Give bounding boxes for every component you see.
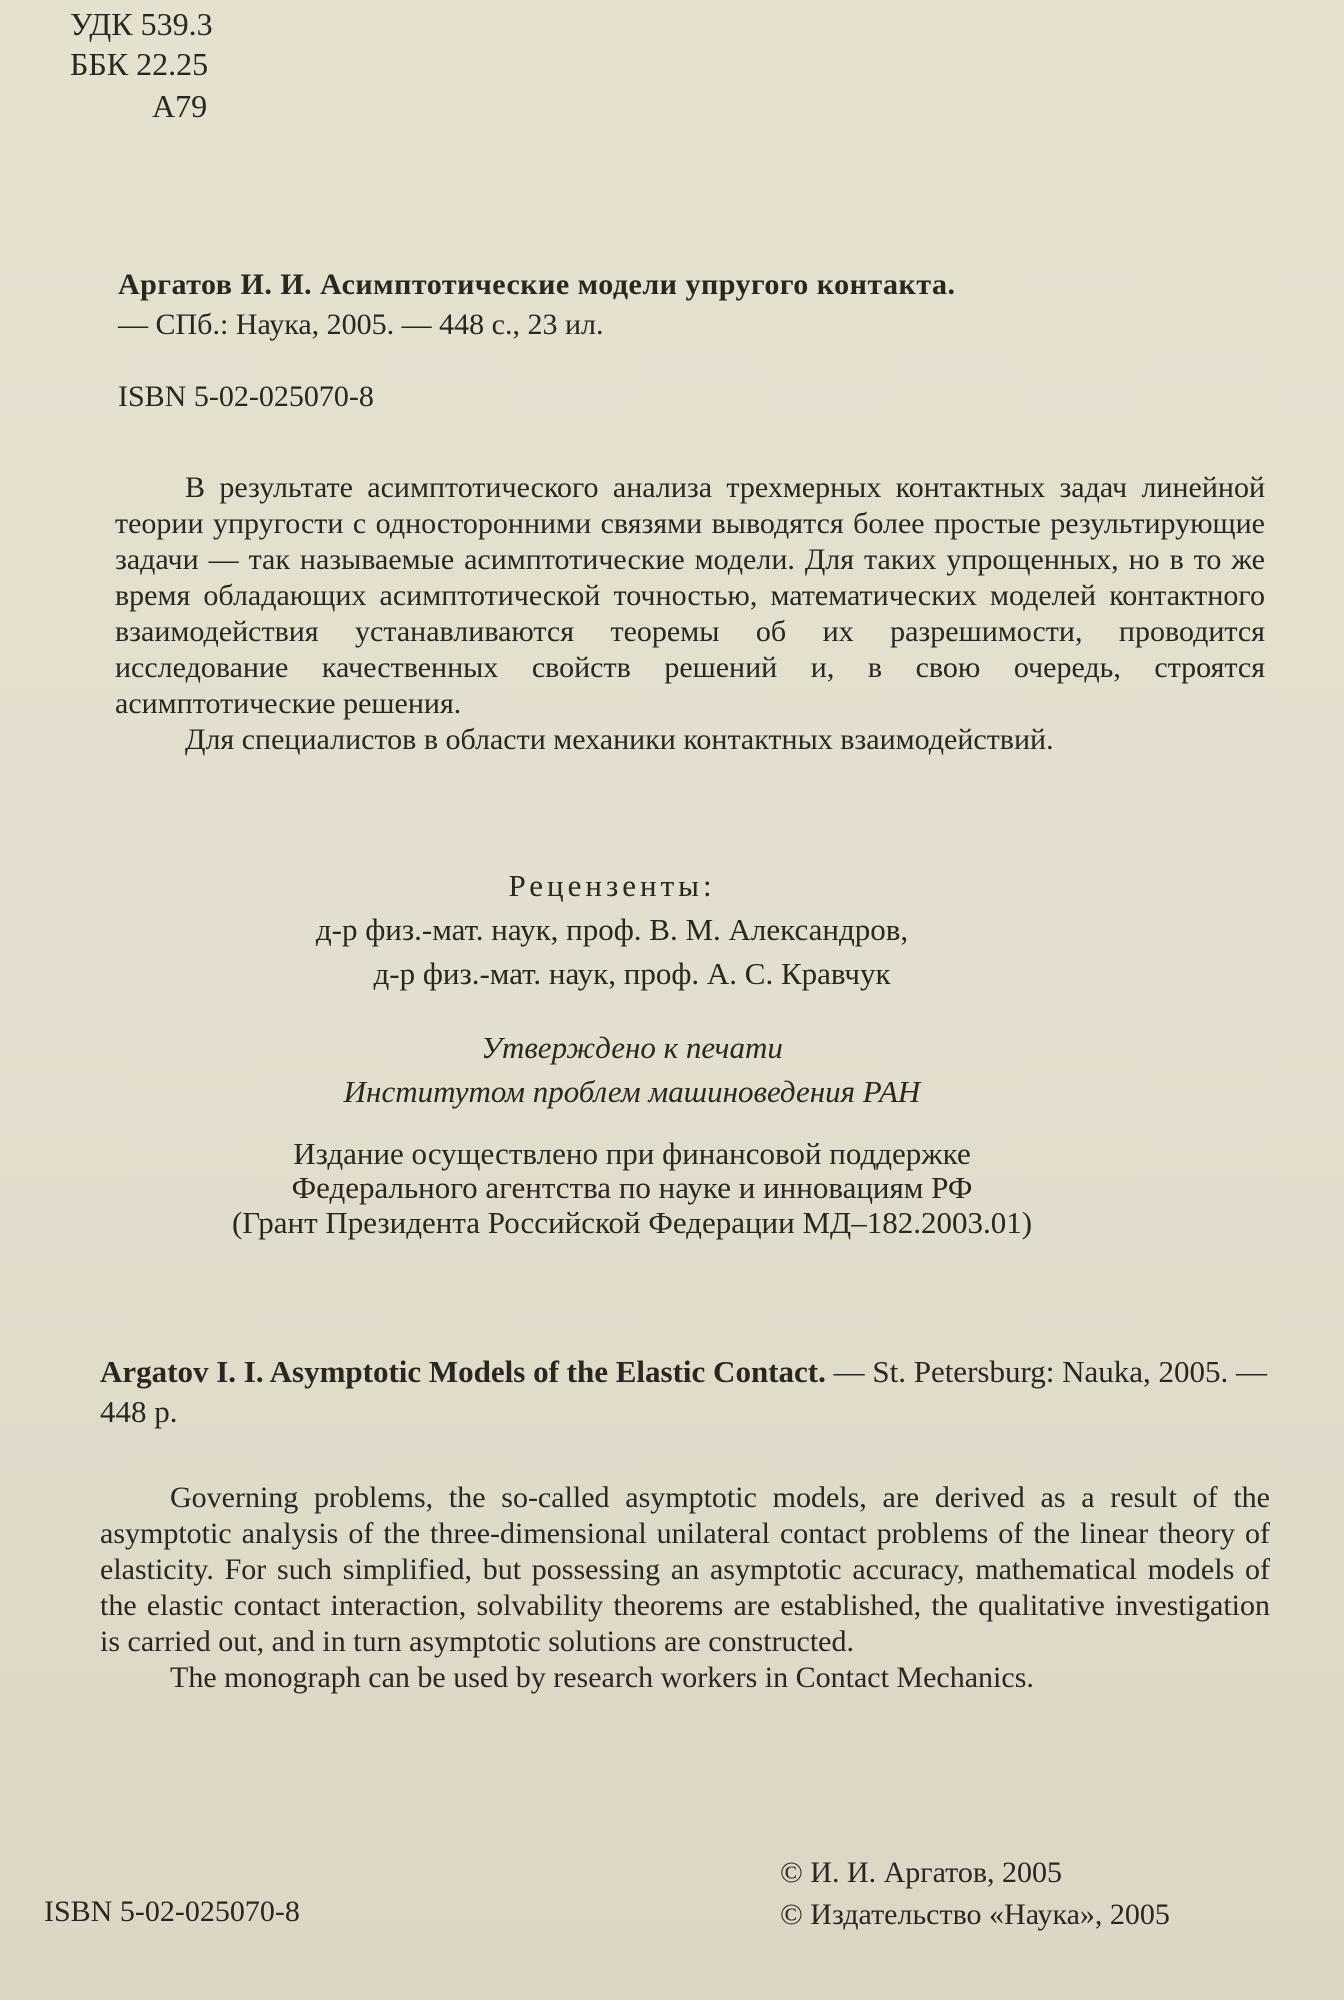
udk-code: УДК 539.3 — [70, 6, 213, 42]
ru-abstract-paragraph: В результате асимптотического анализа трехмерных контактных задач линейной теории упругости с односторонними связями выводятся более простые результирующие задачи — так называемые асимптотические модели. Для таких упрощенных, но в то же время обладающих асимптотической точностью, математических моделей контактного взаимодействия устанавливаются теоремы об их разрешимости, проводится исследование качественных свойств решений и, в свою очередь, строятся асимптотические решения. — [115, 471, 1265, 720]
en-abstract-audience: The monograph can be used by research workers in Contact Mechanics. — [170, 1661, 1034, 1694]
funding-line-3: (Грант Президента Российской Федерации МД–182.2003.01) — [231, 1205, 1033, 1240]
en-abstract-paragraph: Governing problems, the so-called asymptotic models, are derived as a result of the asymptotic analysis of the three-dimensional unilateral contact problems of the linear theory of elasticity. For such simplified, but possessing an asymptotic accuracy, mathematical models of the elastic contact interaction, solvability theorems are established, the qualitative investigation is carried out, and in turn asymptotic solutions are constructed. — [100, 1481, 1270, 1658]
funding-line-2: Федерального агентства по науке и инновациям РФ — [291, 1170, 973, 1205]
reviewer-1: д-р физ.-мат. наук, проф. В. М. Александров, — [315, 912, 909, 947]
ru-abstract — [115, 470, 1265, 758]
ru-author-title: Аргатов И. И. Асимптотические модели упругого контакта. — [118, 268, 956, 301]
en-citation-imprint: — St. Petersburg: Nauka, 2005. — 448 p. — [100, 1354, 1267, 1429]
isbn-top: ISBN 5-02-025070-8 — [118, 380, 374, 413]
copyright-publisher: © Издательство «Наука», 2005 — [780, 1898, 1170, 1931]
ru-abstract-audience: Для специалистов в области механики контактных взаимодействий. — [185, 723, 1054, 756]
reviewer-2: д-р физ.-мат. наук, проф. А. С. Кравчук — [373, 956, 891, 991]
reviewers-heading: Рецензенты: — [508, 868, 716, 903]
bbk-code: ББК 22.25 — [70, 46, 209, 82]
footer-isbn: ISBN 5-02-025070-8 — [44, 1895, 300, 1928]
en-citation — [100, 1352, 1270, 1432]
funding-line-1: Издание осуществлено при финансовой поддержке — [293, 1136, 971, 1171]
approval-line-2: Институтом проблем машиноведения РАН — [343, 1074, 921, 1109]
ru-citation-imprint: — СПб.: Наука, 2005. — 448 с., 23 ил. — [118, 308, 604, 341]
en-author-title: Argatov I. I. Asymptotic Models of the Elastic Contact. — [100, 1354, 826, 1389]
author-code: А79 — [152, 88, 208, 124]
copyright-author: © И. И. Аргатов, 2005 — [780, 1856, 1063, 1889]
ru-citation-title — [118, 268, 955, 302]
approval-line-1: Утверждено к печати — [481, 1030, 783, 1065]
en-abstract — [100, 1480, 1270, 1696]
